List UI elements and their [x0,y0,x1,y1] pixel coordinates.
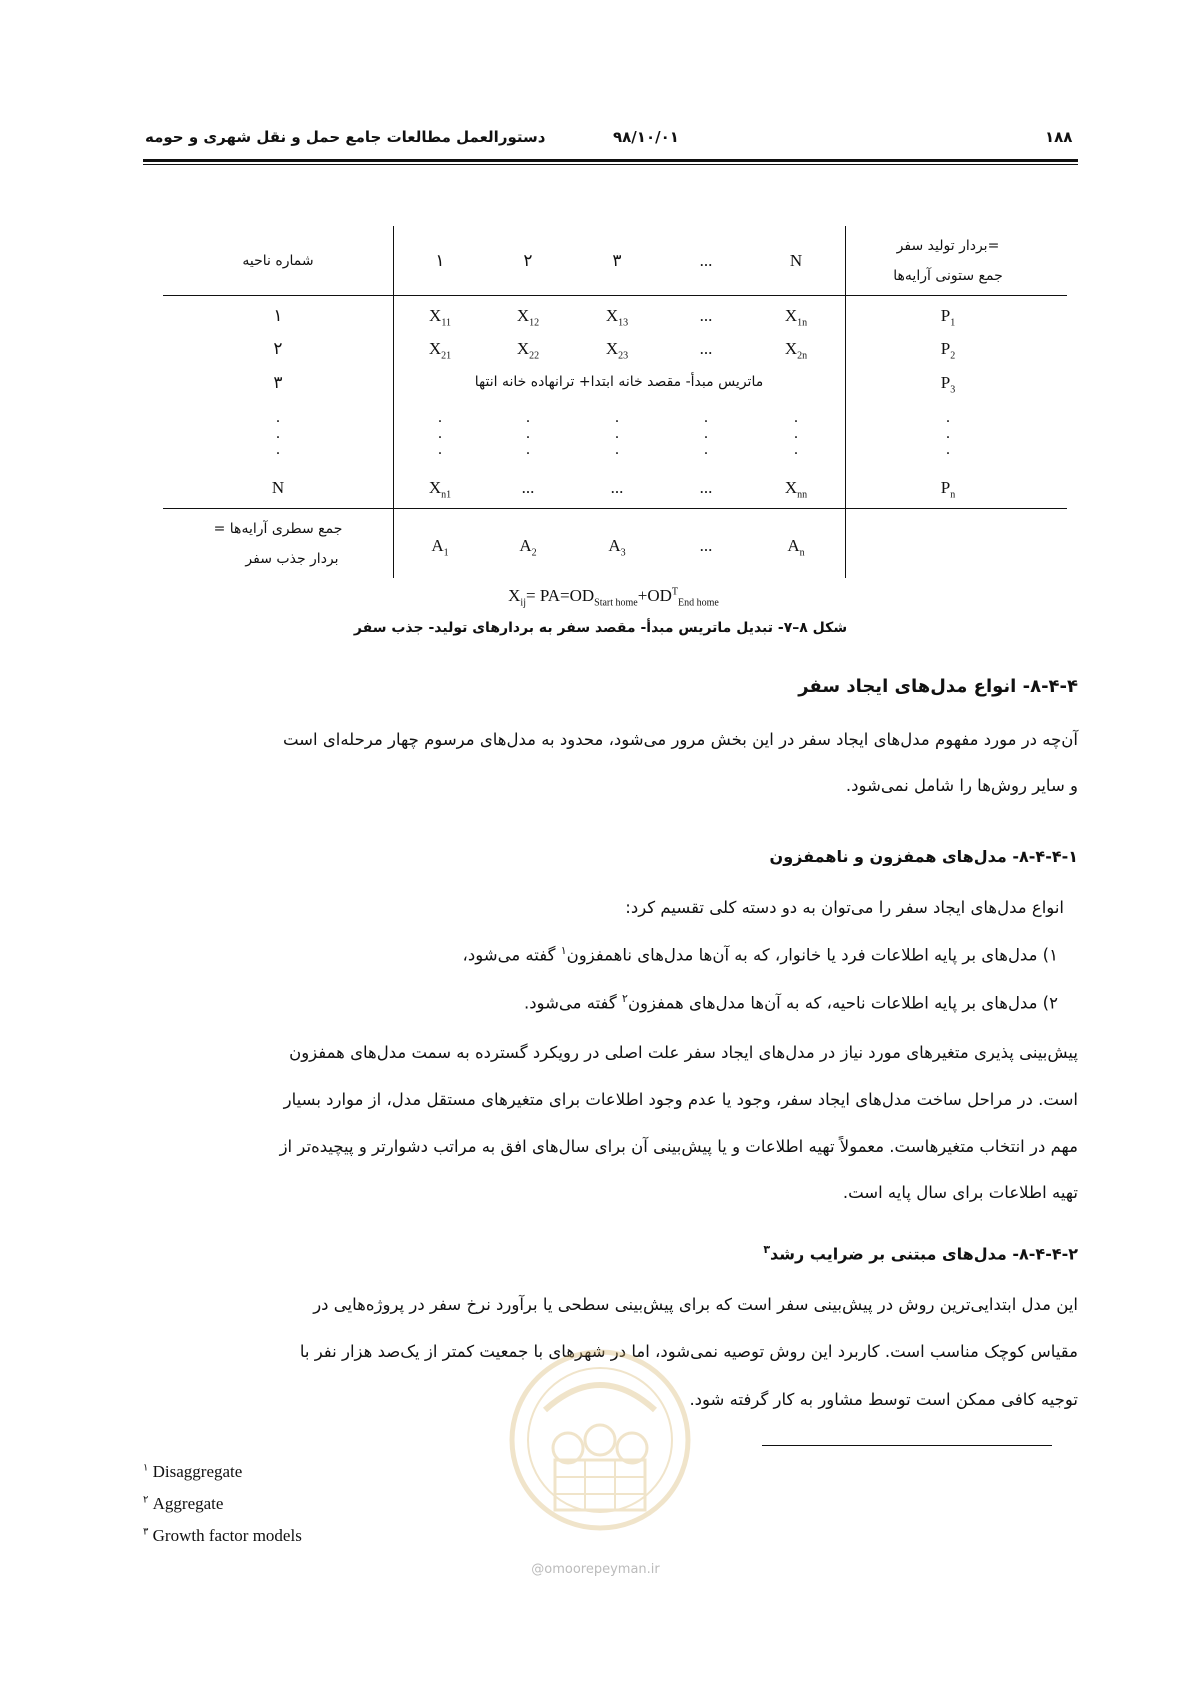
attraction-a1: $A_1$ [431,536,449,559]
header-rule [143,159,1078,162]
cell-x23: $X_{23}$ [605,339,629,362]
paragraph-line: این مدل ابتدایی‌ترین روش در پیش‌بینی سفر است که برای پیش‌بینی سطحی یا برآورد نرخ سفر در پروژه‌هایی در [313,1295,1078,1314]
cell-xnn: $X_{nn}$ [784,478,808,501]
pa-formula: $X_{ij}= PA=OD_{Start home}+OD^T_{End home}$ [508,586,719,609]
list-item-disaggregate: ۱) مدل‌های بر پایه اطلاعات فرد یا خانوار، که به آن‌ها مدل‌های ناهمفزون$^۱$ گفته می‌شود، [462,944,1058,965]
rown-zone: N [271,478,285,497]
watermark-logo-icon [500,1340,700,1560]
section-heading-trip-generation-types: ۸-۴-۴- انواع مدل‌های ایجاد سفر [798,676,1078,697]
col-header-1: ۱ [435,251,445,270]
list-item-aggregate: ۲) مدل‌های بر پایه اطلاعات ناحیه، که به آن‌ها مدل‌های همفزون$^۲$ گفته می‌شود. [523,992,1058,1013]
watermark-url: @omoorepeyman.ir [531,1562,660,1577]
row3-matrix-note: ماتریس مبدأ- مقصد خانه ابتدا+ ترانهاده خانه انتها [474,374,764,390]
row1-zone: ۱ [273,306,283,325]
paragraph-line: و سایر روش‌ها را شامل نمی‌شود. [845,776,1078,795]
header-date: ۹۸/۱۰/۰۱ [613,128,679,146]
table-total-rule [163,508,1067,509]
production-pn: $P_n$ [940,478,956,501]
col-header-2: ۲ [523,251,533,270]
paragraph-line: است. در مراحل ساخت مدل‌های ایجاد سفر، وجود یا عدم وجود اطلاعات برای متغیرهای مستقل مدل، از موارد بسیار [283,1090,1078,1109]
paragraph-line: آن‌چه در مورد مفهوم مدل‌های ایجاد سفر در این بخش مرور می‌شود، محدود به مدل‌های مرسوم چهار مرحله‌ای است [282,730,1078,749]
cell-xn1: $X_{n1}$ [428,478,452,501]
production-p2: $P_2$ [940,339,956,362]
row3-zone: ۳ [273,373,283,392]
footnote-rule [762,1445,1052,1446]
cell-x21: $X_{21}$ [428,339,452,362]
attraction-label-line2: بردار جذب سفر [245,551,339,567]
attraction-label-line1: جمع سطری آرایه‌ها = [213,521,343,537]
attraction-dots: ... [699,536,713,555]
cell-x13: $X_{13}$ [605,306,629,329]
running-title: دستورالعمل مطالعات جامع حمل و نقل شهری و حومه [145,128,546,146]
paragraph-line: انواع مدل‌های ایجاد سفر را می‌توان به دو دسته کلی تقسیم کرد: [625,898,1064,917]
production-header-line2: جمع ستونی آرایه‌ها [893,268,1003,284]
figure-caption: شکل ۸–۷- تبدیل ماتریس مبدأ- مقصد سفر به بردارهای تولید- جذب سفر [353,620,848,636]
attraction-a3: $A_3$ [608,536,626,559]
cell-row2-dots: ... [699,339,713,358]
page-number: ۱۸۸ [1045,128,1073,146]
production-header-line1: بردار تولید سفر= [896,238,1000,254]
footnote-3: $^۳$ Growth factor models [143,1526,302,1545]
cell-rown-col2: ... [521,478,535,497]
cell-rown-dots: ... [699,478,713,497]
cell-x22: $X_{22}$ [516,339,540,362]
header-rule-thin [143,164,1078,165]
col-header-n: N [789,251,803,270]
attraction-an: $A_n$ [787,536,805,559]
paragraph-line: مقیاس کوچک مناسب است. کاربرد این روش توصیه نمی‌شود، اما در شهرهای با جمعیت کمتر از یک‌صد هزار نفر با [299,1342,1078,1361]
paragraph-line: توجیه کافی ممکن است توسط مشاور به کار گرفته شود. [689,1390,1078,1409]
table-header-rule [163,295,1067,296]
subsection-heading-aggregate-models: ۸-۴-۴-۱- مدل‌های همفزون و ناهمفزون [769,847,1078,866]
cell-x12: $X_{12}$ [516,306,540,329]
paragraph-line: تهیه اطلاعات برای سال پایه است. [842,1183,1078,1202]
paragraph-line: مهم در انتخاب متغیرهاست. معمولاً تهیه اطلاعات و یا پیش‌بینی آن برای سال‌های افق به مراتب دشوارتر و پیچیده‌تر از [279,1137,1078,1156]
row2-zone: ۲ [273,339,283,358]
table-right-divider [845,226,846,578]
subsection-heading-growth-factor: ۸-۴-۴-۲- مدل‌های مبتنی بر ضرایب رشد$^۳$ [763,1243,1078,1264]
cell-x2n: $X_{2n}$ [784,339,808,362]
production-p3: $P_3$ [940,373,956,396]
cell-x1n: $X_{1n}$ [784,306,808,329]
col-header-dots: ... [699,251,713,270]
footnote-1: $^۱$ Disaggregate [143,1462,243,1481]
cell-x11: $X_{11}$ [429,306,451,329]
attraction-a2: $A_2$ [519,536,537,559]
cell-row1-dots: ... [699,306,713,325]
cell-rown-col3: ... [610,478,624,497]
footnote-2: $^۲$ Aggregate [143,1494,224,1513]
table-left-divider [393,226,394,578]
col-header-3: ۳ [612,251,622,270]
paragraph-line: پیش‌بینی پذیری متغیرهای مورد نیاز در مدل‌های ایجاد سفر علت اصلی در رویکرد گسترده به سمت مدل‌های همفزون [289,1043,1078,1062]
zone-number-header: شماره ناحیه [242,253,314,269]
production-p1: $P_1$ [940,306,956,329]
